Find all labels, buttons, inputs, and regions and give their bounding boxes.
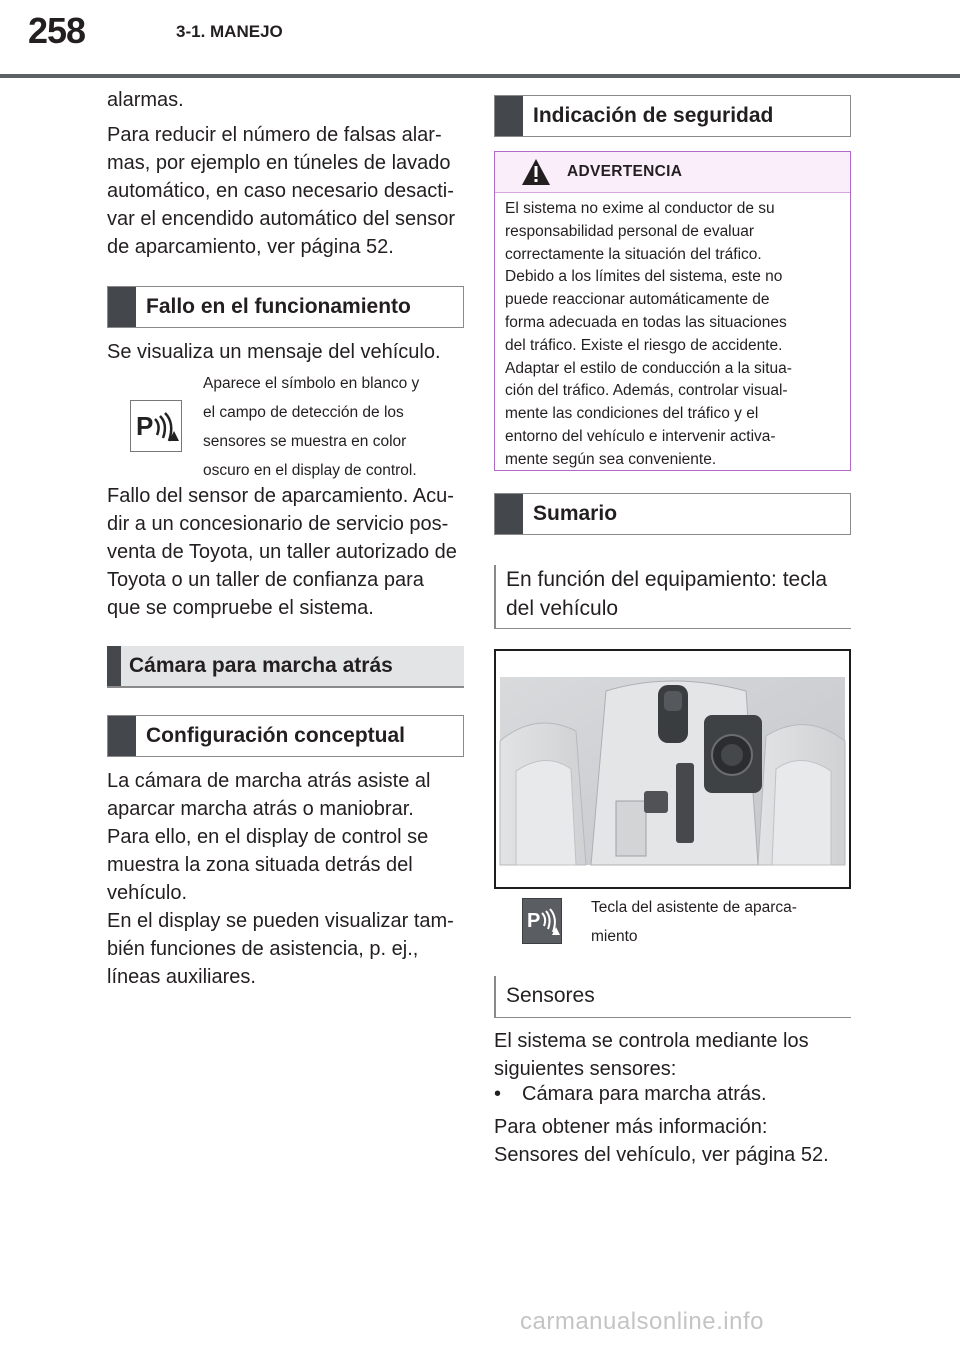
parking-assist-icon — [130, 400, 182, 452]
warning-title: ADVERTENCIA — [567, 163, 683, 180]
text-line: Fallo del sensor de aparcamiento. Acu- — [107, 485, 454, 507]
text-line: muestra la zona situada detrás del — [107, 854, 413, 876]
text-line: automático, en caso necesario desacti- — [107, 180, 454, 202]
text-line: Para ello, en el display de control se — [107, 826, 429, 848]
text-line: Tecla del asistente de aparca- — [591, 899, 797, 916]
heading-bar — [495, 96, 523, 136]
heading-seguridad — [494, 95, 851, 137]
text-line: En función del equipamiento: tecla — [506, 568, 828, 591]
text-line: bién funciones de asistencia, p. ej., — [107, 938, 419, 960]
text-line: de aparcamiento, ver página 52. — [107, 236, 394, 258]
subheading-equipment — [494, 565, 851, 629]
center-console-photo — [494, 649, 851, 889]
text-line: aparcar marcha atrás o maniobrar. — [107, 798, 414, 820]
text-line: Para obtener más información: — [494, 1116, 768, 1138]
text-line: líneas auxiliares. — [107, 966, 256, 988]
text-line: Toyota o un taller de confianza para — [107, 569, 424, 591]
heading-bar — [108, 287, 136, 327]
text-line: venta de Toyota, un taller autorizado de — [107, 541, 457, 563]
bullet-icon: • — [494, 1083, 502, 1105]
heading-fallo — [107, 286, 464, 328]
text-line: del tráfico. Existe el riesgo de accidente. — [505, 336, 783, 354]
text-line: mas, por ejemplo en túneles de lavado — [107, 152, 451, 174]
text-line: forma adecuada en todas las situaciones — [505, 313, 787, 331]
text-line: mente las condiciones del tráfico y el — [505, 405, 759, 423]
header-rule — [0, 74, 960, 78]
fallo-message — [107, 338, 467, 366]
text-line: El sistema no exime al conductor de su — [505, 200, 775, 217]
text-line: el campo de detección de los — [203, 404, 404, 421]
paragraph-sensor-fault — [107, 482, 467, 622]
text-line: miento — [591, 928, 638, 945]
text-line: Debido a los límites del sistema, este no — [505, 268, 783, 286]
heading-text: Configuración conceptual — [146, 724, 406, 747]
warning-header — [495, 152, 850, 193]
bullet-item — [494, 1080, 854, 1108]
text-line: correctamente la situación del tráfico. — [505, 245, 762, 263]
text-line: vehículo. — [107, 882, 188, 904]
parking-assist-key-icon — [522, 898, 562, 944]
text-line: La cámara de marcha atrás asiste al — [107, 770, 431, 792]
text-line: siguientes sensores: — [494, 1058, 677, 1080]
subheading-bar — [494, 565, 496, 628]
heading-bar — [495, 494, 523, 534]
text-line: Se visualiza un mensaje del vehículo. — [107, 341, 441, 363]
text-line: Para reducir el número de falsas alar- — [107, 124, 442, 146]
text-line: var el encendido automático del sensor — [107, 208, 455, 230]
warning-box — [494, 151, 851, 471]
text-line: ción del tráfico. Además, controlar visual- — [505, 382, 788, 400]
watermark: carmanualsonline.info — [520, 1308, 764, 1335]
subheading-text: Sensores — [506, 984, 595, 1007]
subheading-bar — [494, 976, 496, 1017]
warning-triangle-icon — [521, 158, 551, 186]
icon-description — [203, 369, 463, 485]
heading-text: Sumario — [533, 502, 618, 525]
paragraph-false-alarms — [107, 121, 467, 261]
heading-bar — [107, 646, 121, 686]
text-line: sensores se muestra en color — [203, 433, 407, 450]
subheading-text — [506, 565, 827, 623]
paragraph-display — [107, 907, 467, 991]
intro-line: alarmas. — [107, 89, 184, 111]
paragraph-more-info — [494, 1113, 854, 1169]
svg-text:P: P — [527, 910, 541, 932]
bullet-text: Cámara para marcha atrás. — [522, 1083, 767, 1105]
warning-text — [505, 198, 840, 472]
text-line: mente según sea conveniente. — [505, 450, 717, 468]
text-line: oscuro en el display de control. — [203, 462, 417, 479]
key-description — [591, 893, 846, 951]
text-line: En el display se pueden visualizar tam- — [107, 910, 454, 932]
text-line: Aparece el símbolo en blanco y — [203, 375, 420, 392]
heading-text: Indicación de seguridad — [533, 104, 774, 127]
heading-text: Fallo en el funcionamiento — [146, 295, 411, 318]
heading-text: Cámara para marcha atrás — [129, 654, 393, 677]
text-line: puede reaccionar automáticamente de — [505, 291, 770, 309]
page-number: 258 — [28, 10, 86, 51]
text-line: dir a un concesionario de servicio pos- — [107, 513, 449, 535]
text-line: entorno del vehículo e intervenir activa- — [505, 427, 776, 445]
text-line: del vehículo — [506, 597, 619, 620]
section-label: 3-1. MANEJO — [176, 22, 283, 41]
text-line: Adaptar el estilo de conducción a la situa- — [505, 359, 792, 377]
text-line: que se compruebe el sistema. — [107, 597, 374, 619]
heading-sumario — [494, 493, 851, 535]
heading-bar — [108, 716, 136, 756]
intro-text — [107, 86, 467, 114]
text-line: El sistema se controla mediante los — [494, 1030, 809, 1052]
paragraph-camera — [107, 767, 467, 907]
heading-config — [107, 715, 464, 757]
paragraph-sensors — [494, 1027, 854, 1083]
heading-camara — [107, 646, 464, 688]
text-line: responsabilidad personal de evaluar — [505, 222, 755, 240]
subheading-sensores — [494, 976, 851, 1018]
svg-text:P: P — [136, 411, 154, 441]
text-line: Sensores del vehículo, ver página 52. — [494, 1144, 829, 1166]
